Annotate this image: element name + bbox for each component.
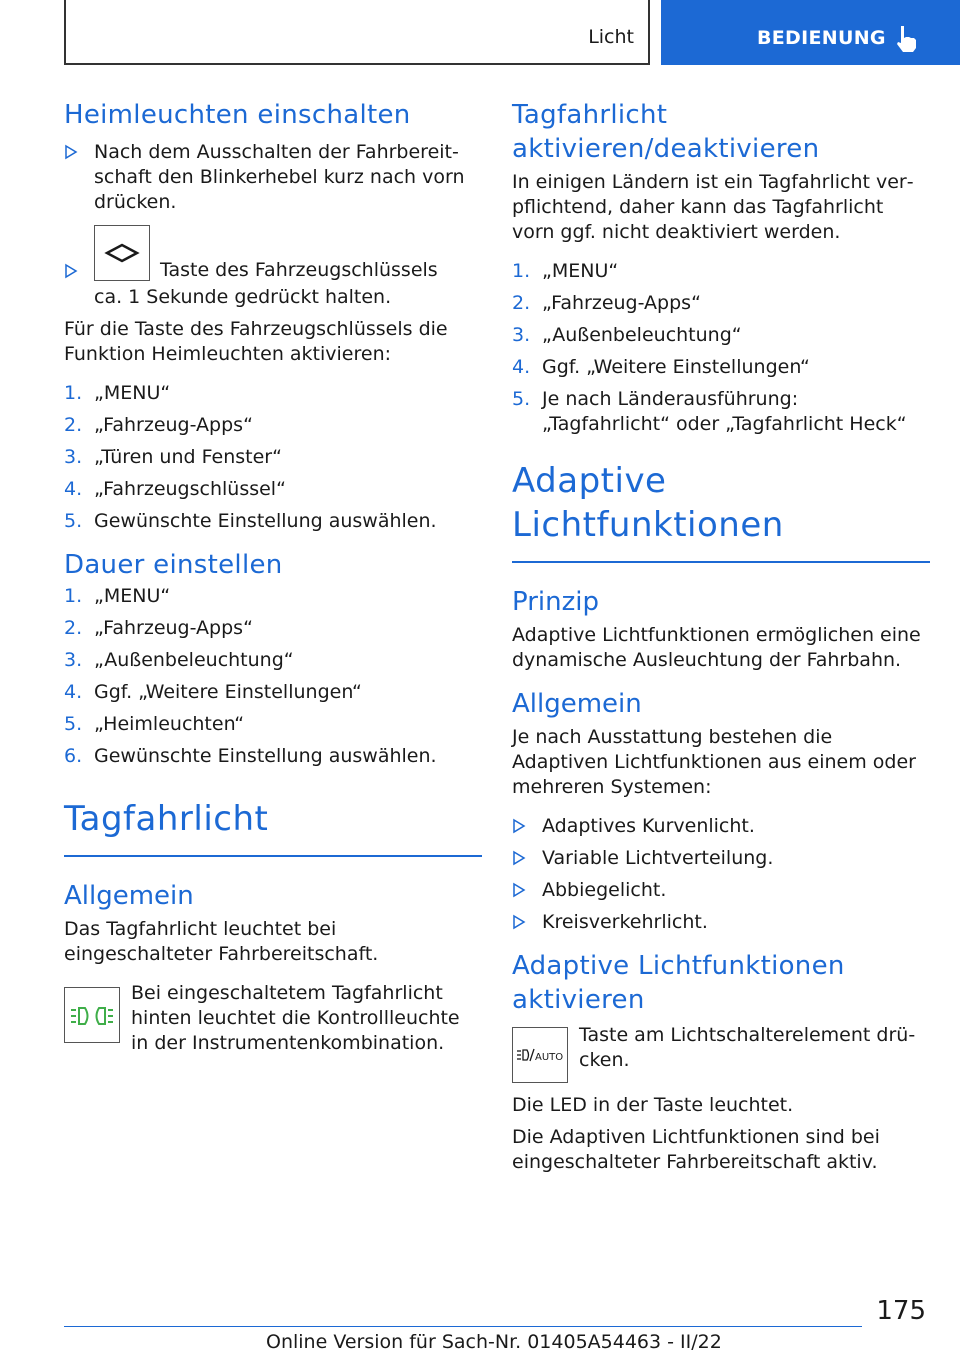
step-text: Gewünschte Einstellung auswählen.: [94, 745, 437, 767]
step-number: 3.: [512, 324, 531, 346]
list-item: [512, 323, 930, 348]
step-text: „Fahrzeug-Apps“: [94, 617, 253, 639]
list-item: [64, 509, 482, 534]
heading-allgemein: Allgemein: [64, 881, 194, 911]
step-text: „MENU“: [542, 260, 619, 282]
heading-adaptive-aktivieren: Adaptive Lichtfunktionen aktivieren: [512, 951, 845, 1015]
step-text: Je nach Länderausführung: „Tagfahrlicht“ oder „Tagfahrlicht Heck“: [542, 388, 907, 435]
triangle-bullet-icon: [64, 144, 78, 160]
triangle-bullet-icon: [512, 914, 526, 930]
pointing-hand-icon: [893, 24, 919, 54]
step-text: Ggf. „Weitere Einstellungen“: [542, 356, 810, 378]
paragraph: In einigen Ländern ist ein Tagfahrlicht verpflichtend, daher kann das Tagfahrlicht vorn ggf. nicht deaktiviert werden.: [512, 171, 914, 243]
adaptive-bullets: [512, 814, 930, 935]
list-item: [64, 744, 482, 769]
triangle-bullet-icon: [512, 882, 526, 898]
heimleuchten-steps: [64, 381, 482, 534]
step-text: Ggf. „Weitere Einstellungen“: [94, 681, 362, 703]
heading-heimleuchten: Heimleuchten einschalten: [64, 100, 411, 130]
triangle-bullet-icon: [512, 818, 526, 834]
footer-online-version: Online Version für Sach-Nr. 01405A54463 - II/22: [266, 1331, 722, 1353]
heading-allgemein-adaptive: Allgemein: [512, 689, 642, 719]
heading-adaptive: Adaptive Lichtfunktionen: [512, 459, 930, 563]
bullet-text: Abbiegelicht.: [542, 879, 667, 901]
list-item: [512, 878, 930, 903]
step-number: 4.: [512, 356, 531, 378]
paragraph: Adaptive Lichtfunktionen ermöglichen eine dynamische Ausleuchtung der Fahrbahn.: [512, 624, 921, 671]
paragraph: Die Adaptiven Lichtfunktionen sind bei eingeschalteter Fahrbereitschaft aktiv.: [512, 1126, 880, 1173]
header-chapter: Licht: [588, 26, 634, 48]
step-text: „MENU“: [94, 382, 171, 404]
left-column: [64, 98, 482, 1066]
list-item: [64, 680, 482, 705]
list-item: [64, 229, 482, 310]
daytime-light-indicator-icon: [64, 987, 120, 1043]
list-item: [512, 814, 930, 839]
page-number: 175: [876, 1296, 926, 1326]
list-item: [512, 259, 930, 284]
list-item: [512, 355, 930, 380]
list-item: [64, 445, 482, 470]
step-text: „Heimleuchten“: [94, 713, 245, 735]
step-text: „Fahrzeug-Apps“: [94, 414, 253, 436]
bullet-text-cont: ca. 1 Sekunde gedrückt halten.: [94, 286, 392, 308]
header-section: BEDIENUNG: [757, 27, 886, 49]
bullet-text: Kreisverkehrlicht.: [542, 911, 708, 933]
list-item: [64, 648, 482, 673]
heimleuchten-bullets: [64, 140, 482, 310]
step-number: 1.: [512, 260, 531, 282]
step-number: 2.: [64, 414, 83, 436]
auto-button-text: Taste am Lichtschalterelement drücken.: [579, 1024, 916, 1071]
step-text: „Fahrzeug-Apps“: [542, 292, 701, 314]
step-number: 5.: [512, 388, 531, 410]
key-button-icon: [94, 225, 150, 281]
bullet-text: Taste des Fahrzeugschlüssels: [160, 259, 438, 281]
step-number: 3.: [64, 649, 83, 671]
list-item: [512, 846, 930, 871]
heading-dauer: Dauer einstellen: [64, 550, 283, 580]
bullet-text: Adaptives Kurvenlicht.: [542, 815, 755, 837]
step-text: „Außenbeleuchtung“: [542, 324, 742, 346]
list-item: [512, 291, 930, 316]
step-number: 4.: [64, 681, 83, 703]
triangle-bullet-icon: [512, 850, 526, 866]
step-number: 6.: [64, 745, 83, 767]
dauer-steps: [64, 584, 482, 769]
indicator-row: [64, 981, 482, 1056]
step-number: 5.: [64, 510, 83, 532]
list-item: [64, 584, 482, 609]
list-item: [64, 712, 482, 737]
right-column: [512, 98, 930, 1182]
step-number: 2.: [512, 292, 531, 314]
step-number: 5.: [64, 713, 83, 735]
paragraph: Für die Taste des Fahrzeugschlüssels die Funktion Heimleuchten aktivieren:: [64, 318, 448, 365]
step-text: „Außenbeleuchtung“: [94, 649, 294, 671]
header-section-tab[interactable]: [661, 0, 960, 65]
tagfahrlicht-steps: [512, 259, 930, 437]
step-text: „Fahrzeugschlüssel“: [94, 478, 286, 500]
list-item: [512, 910, 930, 935]
step-number: 3.: [64, 446, 83, 468]
step-number: 1.: [64, 382, 83, 404]
list-item: [64, 413, 482, 438]
header-chapter-box: [64, 0, 650, 65]
triangle-bullet-icon: [64, 263, 78, 279]
indicator-text: Bei eingeschaltetem Tagfahrlicht hinten leuchtet die Kontrollleuchte in der Instrumentenkombination.: [131, 982, 460, 1054]
heading-tagfahrlicht-aktivieren: Tagfahrlicht aktivieren/deaktivieren: [512, 100, 820, 164]
footer-rule: [64, 1326, 862, 1327]
step-number: 1.: [64, 585, 83, 607]
step-number: 4.: [64, 478, 83, 500]
paragraph: Je nach Ausstattung bestehen die Adaptiven Lichtfunktionen aus einem oder mehreren Systemen:: [512, 726, 916, 798]
step-text: Gewünschte Einstellung auswählen.: [94, 510, 437, 532]
heading-tagfahrlicht: Tagfahrlicht: [64, 797, 482, 857]
paragraph: Das Tagfahrlicht leuchtet bei eingeschalteter Fahrbereitschaft.: [64, 918, 379, 965]
key-line: [94, 229, 482, 285]
list-item: [64, 140, 482, 215]
heading-prinzip: Prinzip: [512, 587, 599, 617]
svg-text:AUTO: AUTO: [535, 1052, 564, 1063]
bullet-text: Nach dem Ausschalten der Fahrbereitschaft den Blinkerhebel kurz nach vorn drücken.: [94, 141, 465, 213]
list-item: [64, 477, 482, 502]
auto-light-button-icon: [512, 1027, 568, 1083]
list-item: [64, 616, 482, 641]
step-number: 2.: [64, 617, 83, 639]
step-text: „Türen und Fenster“: [94, 446, 282, 468]
auto-button-row: [512, 1023, 930, 1083]
step-text: „MENU“: [94, 585, 171, 607]
bullet-text: Variable Lichtverteilung.: [542, 847, 774, 869]
list-item: [512, 387, 930, 437]
list-item: [64, 381, 482, 406]
paragraph: Die LED in der Taste leuchtet.: [512, 1094, 794, 1116]
